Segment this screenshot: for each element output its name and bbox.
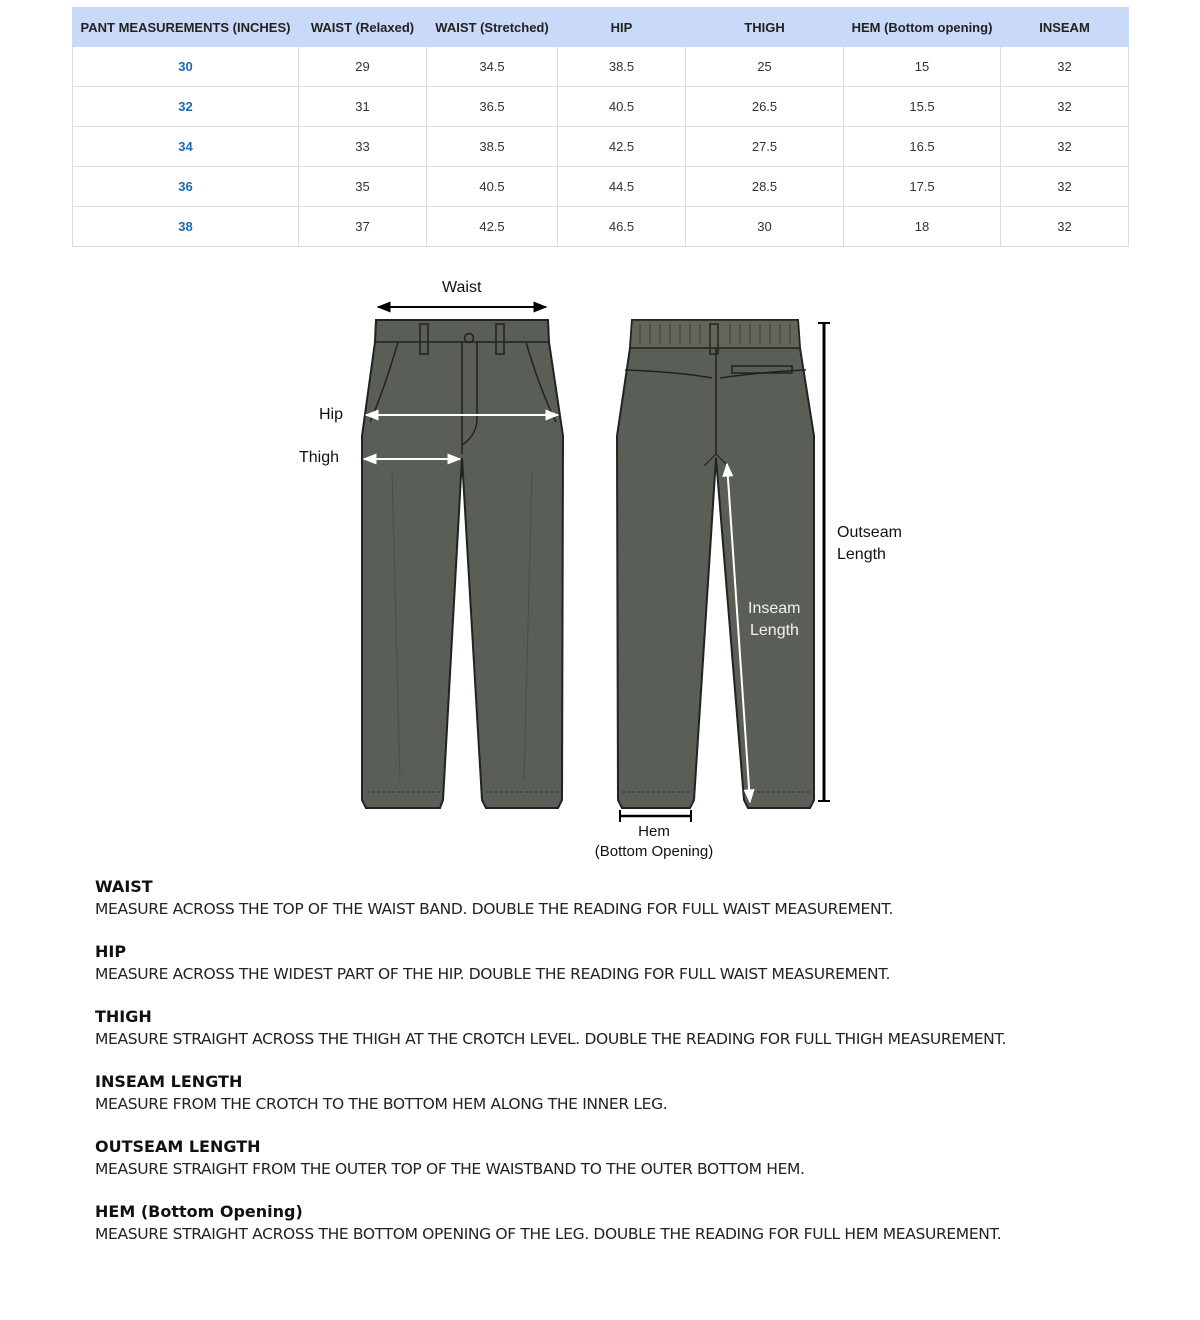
- note-outseam: [95, 1136, 1175, 1180]
- note-text: MEASURE ACROSS THE TOP OF THE WAIST BAND. DOUBLE THE READING FOR FULL WAIST MEASUREMENT.: [95, 900, 894, 918]
- hip-label: Hip: [319, 406, 344, 423]
- note-text: MEASURE ACROSS THE WIDEST PART OF THE HIP. DOUBLE THE READING FOR FULL WAIST MEASUREMENT.: [95, 965, 891, 983]
- hip-cell: 44.5: [558, 167, 686, 207]
- size-chart-table: [72, 7, 1129, 247]
- waist-stretched-cell: 38.5: [427, 127, 558, 167]
- hip-cell: 46.5: [558, 207, 686, 247]
- hem-cell: 16.5: [844, 127, 1001, 167]
- header-waist-stretched: WAIST (Stretched): [427, 8, 558, 47]
- inseam-cell: 32: [1001, 47, 1129, 87]
- note-waist: [95, 876, 1175, 920]
- note-thigh: [95, 1006, 1175, 1050]
- size-cell: 34: [73, 127, 299, 167]
- table-row: [73, 127, 1129, 167]
- hem-cell: 15.5: [844, 87, 1001, 127]
- thigh-label: Thigh: [299, 449, 340, 466]
- hem-label-line1: Hem: [638, 823, 670, 840]
- hem-bar: [620, 810, 691, 822]
- header-hip: HIP: [558, 8, 686, 47]
- header-thigh: THIGH: [686, 8, 844, 47]
- outseam-label-line1: Outseam: [837, 524, 902, 541]
- note-text: MEASURE STRAIGHT ACROSS THE BOTTOM OPENING OF THE LEG. DOUBLE THE READING FOR FULL HEM MEASUREMENT.: [95, 1225, 1002, 1243]
- hem-cell: 17.5: [844, 167, 1001, 207]
- measurement-instructions: [95, 876, 1175, 1266]
- outseam-bar: [818, 323, 830, 801]
- note-text: MEASURE STRAIGHT ACROSS THE THIGH AT THE CROTCH LEVEL. DOUBLE THE READING FOR FULL THIGH MEASUREMENT.: [95, 1030, 1007, 1048]
- outseam-label-line2: Length: [837, 546, 886, 563]
- note-title: WAIST: [95, 877, 153, 896]
- waist-relaxed-cell: 33: [299, 127, 427, 167]
- inseam-cell: 32: [1001, 127, 1129, 167]
- front-pant: [362, 320, 563, 808]
- note-text: MEASURE FROM THE CROTCH TO THE BOTTOM HEM ALONG THE INNER LEG.: [95, 1095, 668, 1113]
- waist-relaxed-cell: 37: [299, 207, 427, 247]
- header-waist-relaxed: WAIST (Relaxed): [299, 8, 427, 47]
- table-header-row: [73, 8, 1129, 47]
- note-title: INSEAM LENGTH: [95, 1072, 243, 1091]
- thigh-cell: 27.5: [686, 127, 844, 167]
- inseam-cell: 32: [1001, 207, 1129, 247]
- waist-relaxed-cell: 29: [299, 47, 427, 87]
- inseam-label-line1: Inseam: [748, 600, 801, 617]
- size-cell: 38: [73, 207, 299, 247]
- inseam-cell: 32: [1001, 87, 1129, 127]
- thigh-cell: 26.5: [686, 87, 844, 127]
- note-hip: [95, 941, 1175, 985]
- hem-label-line2: (Bottom Opening): [594, 843, 714, 860]
- note-title: HEM (Bottom Opening): [95, 1202, 303, 1221]
- thigh-cell: 30: [686, 207, 844, 247]
- hip-cell: 42.5: [558, 127, 686, 167]
- size-cell: 32: [73, 87, 299, 127]
- waist-stretched-cell: 42.5: [427, 207, 558, 247]
- waist-stretched-cell: 40.5: [427, 167, 558, 207]
- waist-relaxed-cell: 35: [299, 167, 427, 207]
- header-hem: HEM (Bottom opening): [844, 8, 1001, 47]
- waist-stretched-cell: 34.5: [427, 47, 558, 87]
- waist-stretched-cell: 36.5: [427, 87, 558, 127]
- note-title: HIP: [95, 942, 127, 961]
- thigh-cell: 25: [686, 47, 844, 87]
- pant-illustration: [0, 240, 1200, 880]
- size-cell: 30: [73, 47, 299, 87]
- header-pant-measurements: PANT MEASUREMENTS (INCHES): [73, 8, 299, 47]
- header-inseam: INSEAM: [1001, 8, 1129, 47]
- back-pant: [617, 320, 814, 808]
- hem-cell: 18: [844, 207, 1001, 247]
- pant-measurement-diagram: [0, 240, 1200, 880]
- table-row: [73, 87, 1129, 127]
- waist-label: Waist: [442, 279, 482, 296]
- hip-cell: 40.5: [558, 87, 686, 127]
- inseam-label-line2: Length: [750, 622, 799, 639]
- note-title: OUTSEAM LENGTH: [95, 1137, 261, 1156]
- note-text: MEASURE STRAIGHT FROM THE OUTER TOP OF THE WAISTBAND TO THE OUTER BOTTOM HEM.: [95, 1160, 805, 1178]
- note-hem: [95, 1201, 1175, 1245]
- size-cell: 36: [73, 167, 299, 207]
- inseam-cell: 32: [1001, 167, 1129, 207]
- note-title: THIGH: [95, 1007, 152, 1026]
- thigh-cell: 28.5: [686, 167, 844, 207]
- table-row: [73, 167, 1129, 207]
- table-row: [73, 47, 1129, 87]
- waist-relaxed-cell: 31: [299, 87, 427, 127]
- hem-cell: 15: [844, 47, 1001, 87]
- hip-cell: 38.5: [558, 47, 686, 87]
- note-inseam: [95, 1071, 1175, 1115]
